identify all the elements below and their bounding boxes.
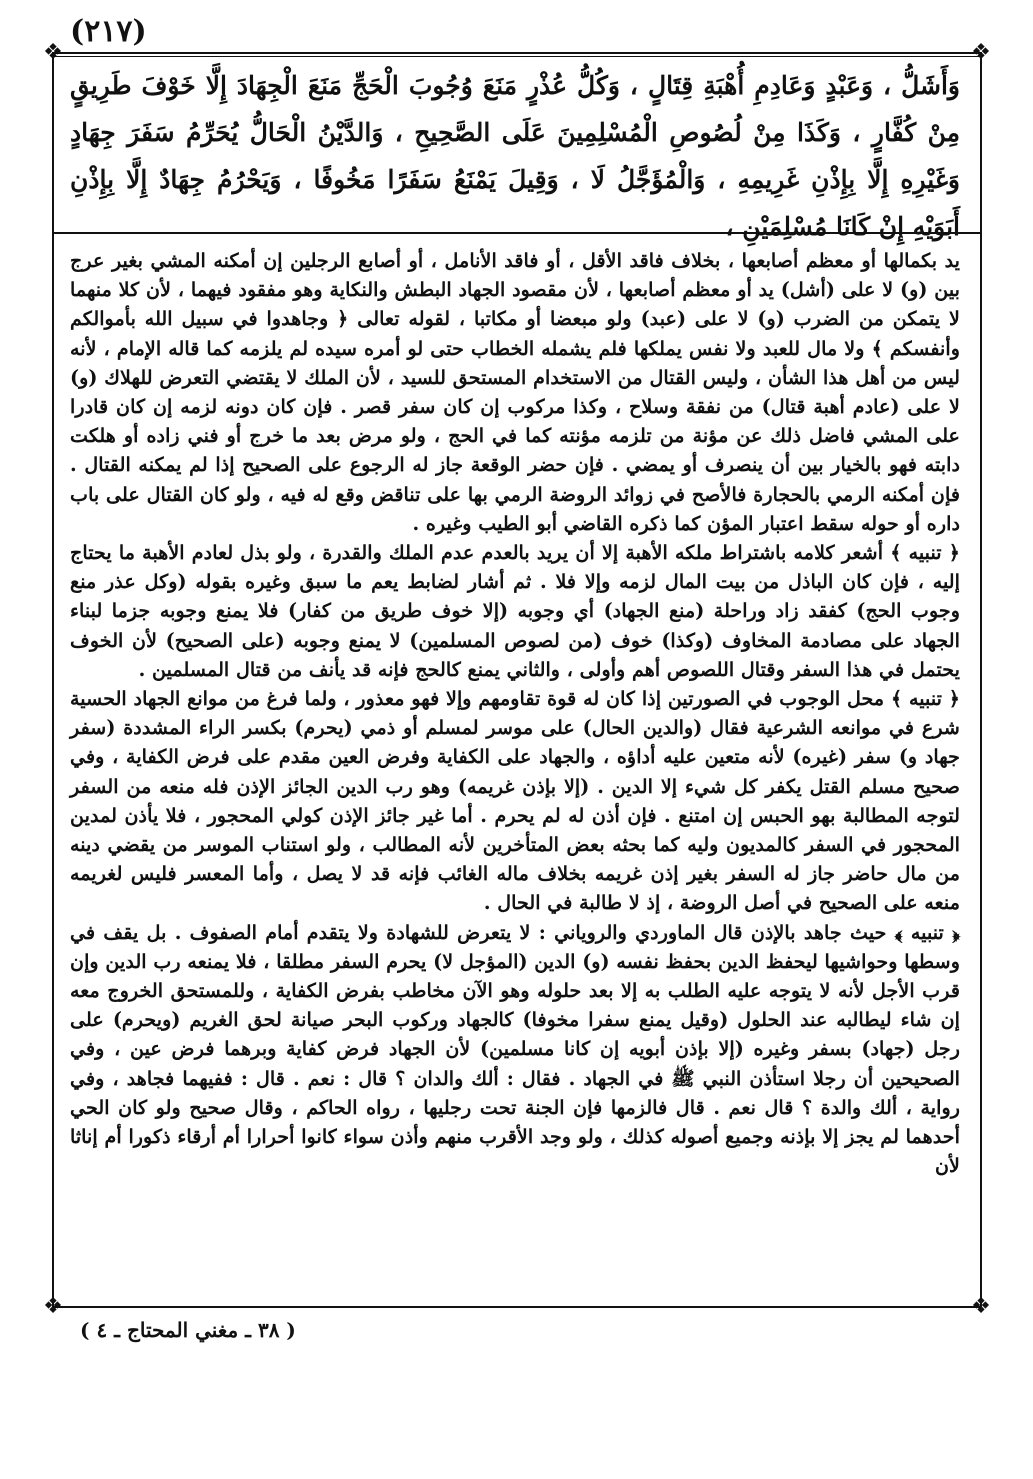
footer-signature: ( ٣٨ ـ مغني المحتاج ـ ٤ ) xyxy=(80,1318,296,1342)
ornament-icon: ❖ xyxy=(43,40,63,65)
frame-top-line-inner xyxy=(52,56,982,57)
frame-bottom-line xyxy=(52,1306,982,1308)
sharh-paragraph: يد بكمالها أو معظم أصابعها ، بخلاف فاقد الأقل ، أو فاقد الأنامل ، أو أصابع الرجلين إن أمكنه المشي بغير عرج بين (و) لا على (أشل) يد أو معظم أصابعها ، لأن مقصود الجهاد البطش والنكاية وهو مفقود فيهما ، لأن كلا منهما لا يتمكن من الضرب (و) لا على (عبد) ولو مبعضا أو مكاتبا ، لقوله تعالى ﴿ وجاهدوا في سبيل الله بأموالكم وأنفسكم ﴾ ولا مال للعبد ولا نفس يملكها فلم يشمله الخطاب حتى لو أمره سيده لم يلزمه كما قاله الإمام ، لأنه ليس من أهل هذا الشأن ، وليس القتال من الاستخدام المستحق للسيد ، لأن الملك لا يقتضي التعرض للهلاك (و) لا على (عادم أهبة قتال) من نفقة وسلاح ، وكذا مركوب إن كان سفر قصر . فإن كان دونه لزمه إن كان قادرا على المشي فاضل ذلك عن مؤنة من تلزمه مؤنته كما في الحج ، ولو مرض بعد ما خرج أو فني زاده أو هلكت دابته فهو بالخيار بين أن ينصرف أو يمضي . فإن حضر الوقعة جاز له الرجوع على الصحيح إذا لم يمكنه القتال . فإن أمكنه الرمي بالحجارة فالأصح في زوائد الروضة الرمي بها على تناقض وقع له فيه ، ولو كان القتال على باب داره أو حوله سقط اعتبار المؤن كما ذكره القاضي أبو الطيب وغيره . xyxy=(70,249,960,535)
ornament-icon: ❖ xyxy=(971,1294,991,1319)
matn-text xyxy=(70,62,960,250)
sharh-text xyxy=(70,246,960,1181)
frame-right-line xyxy=(980,52,982,1310)
sharh-paragraph: ﴿ تنبيه ﴾ محل الوجوب في الصورتين إذا كان له قوة تقاومهم وإلا فهو معذور ، ولما فرغ من موانع الجهاد الحسية شرع في موانعه الشرعية فقال (والدين الحال) على موسر لمسلم أو ذمي (يحرم) بكسر الراء المشددة (سفر جهاد و) سفر (غيره) لأنه متعين عليه أداؤه ، والجهاد على الكفاية وفرض العين مقدم على فرض الكفاية ، وفي صحيح مسلم القتل يكفر كل شيء إلا الدين . (إلا بإذن غريمه) وهو رب الدين الجائز الإذن فله منعه من السفر لتوجه المطالبة بهو الحبس إن امتنع . فإن أذن له لم يحرم . أما غير جائز الإذن كولي المحجور ، فلا يأذن لمدين المحجور في السفر كالمديون وليه كما بحثه بعض المتأخرين لأنه المطالب ، ولو استناب الموسر من يقضي دينه من مال حاضر جاز له السفر بغير إذن غريمه بخلاف ماله الغائب فإنه قد لا يصل ، وأما المعسر فليس لغريمه منعه على الصحيح في أصل الروضة ، إذ لا طالبة في الحال . xyxy=(70,687,960,915)
frame-left-line xyxy=(52,52,54,1310)
ornament-icon: ❖ xyxy=(43,1294,63,1319)
page-number: (٢١٧) xyxy=(70,14,147,49)
sharh-paragraph: ﴿ تنبيه ﴾ أشعر كلامه باشتراط ملكه الأهبة إلا أن يريد بالعدم عدم الملك والقدرة ، ولو بذل لعادم الأهبة ما يحتاج إليه ، فإن كان الباذل من بيت المال لزمه وإلا فلا . ثم أشار لضابط يعم ما سبق وغيره بقوله (وكل عذر منع وجوب الحج) كفقد زاد وراحلة (منع الجهاد) أي وجوبه (إلا خوف طريق من كفار) فلا يمنع وجوبه جزما لبناء الجهاد على مصادمة المخاوف (وكذا) خوف (من لصوص المسلمين) لا يمنع وجوبه (على الصحيح) لأن الخوف يحتمل في هذا السفر وقتال اللصوص أهم وأولى ، والثاني يمنع كالحج فإنه قد يأنف من قتال المسلمين . xyxy=(70,541,960,681)
frame-top-line xyxy=(52,52,982,54)
matn-paragraph: وَأَشَلُّ ، وَعَبْدٍ وَعَادِمِ أُهْبَةِ قِتَالٍ ، وَكُلُّ عُذْرٍ مَنَعَ وُجُوبَ الْحَجِّ مَنَعَ الْجِهَادَ إِلَّا خَوْفَ طَرِيقٍ مِنْ كُفَّارٍ ، وَكَذَا مِنْ لُصُوصِ الْمُسْلِمِينَ عَلَى الصَّحِيحِ ، وَالدَّيْنُ الْحَالُّ يُحَرِّمُ سَفَرَ جِهَادٍ وَغَيْرِهِ إِلَّا بِإِذْنِ غَرِيمِهِ ، وَالْمُؤَجَّلُ لَا ، وَقِيلَ يَمْنَعُ سَفَرًا مَخُوفًا ، وَيَحْرُمُ جِهَادٌ إِلَّا بِإِذْنِ أَبَوَيْهِ إِنْ كَانَا مُسْلِمَيْنِ ، xyxy=(70,71,960,241)
sharh-paragraph: ﴿ تنبيه ﴾ حيث جاهد بالإذن قال الماوردي والروياني : لا يتعرض للشهادة ولا يتقدم أمام الصفوف . بل يقف في وسطها وحواشيها ليحفظ الدين بحفظ نفسه (و) الدين (المؤجل لا) يحرم السفر مطلقا ، فلا يمنعه رب الدين وإن قرب الأجل لأنه لا يتوجه عليه الطلب به إلا بعد حلوله وهو الآن مخاطب بفرض الكفاية ، وللمستحق الخروج معه إن شاء ليطالبه عند الحلول (وقيل يمنع سفرا مخوفا) كالجهاد وركوب البحر صيانة لحق الغريم (ويحرم) على رجل (جهاد) بسفر وغيره (إلا بإذن أبويه إن كانا مسلمين) لأن الجهاد فرض كفاية وبرهما فرض عين ، وفي الصحيحين أن رجلا استأذن النبي ﷺ في الجهاد . فقال : ألك والدان ؟ قال : نعم . قال : ففيهما فجاهد ، وفي رواية ، ألك والدة ؟ قال نعم . قال فالزمها فإن الجنة تحت رجليها ، رواه الحاكم ، وقال صحيح ولو كان الحي أحدهما لم يجز إلا بإذنه وجميع أصوله كذلك ، ولو وجد الأقرب منهم وأذن سواء كانوا أحرارا أم أرقاء ذكورا أم إناثا لأن xyxy=(70,920,960,1178)
ornament-icon: ❖ xyxy=(971,40,991,65)
